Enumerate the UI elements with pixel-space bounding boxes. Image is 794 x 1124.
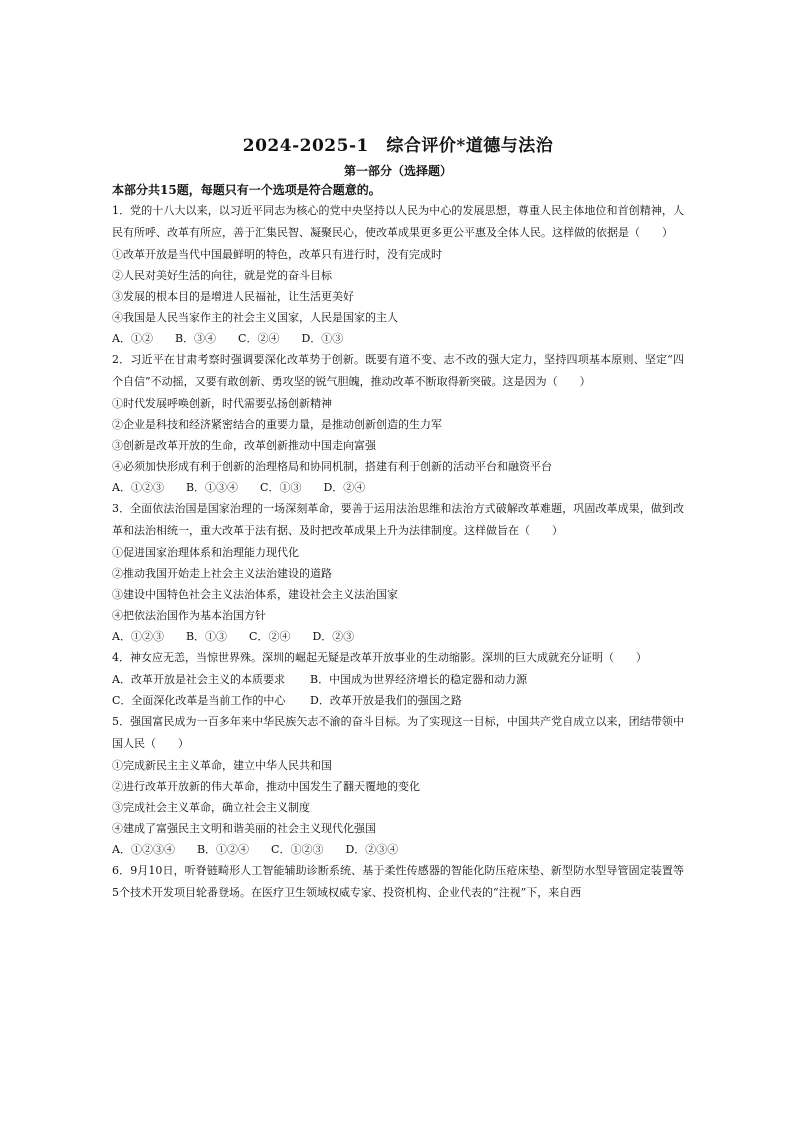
choice-b[interactable]: B．①③ bbox=[185, 630, 228, 643]
answer-choices bbox=[112, 839, 684, 860]
statement-2: ②进行改革开放新的伟大革命，推动中国发生了翻天覆地的变化 bbox=[112, 780, 420, 793]
question-stem: 5．强国富民成为一百多年来中华民族矢志不渝的奋斗目标。为了实现这一目标，中国共产党自成立以来，团结带领中国人民（ ） bbox=[112, 715, 684, 750]
answer-choices bbox=[112, 477, 684, 498]
choice-d[interactable]: D．②④ bbox=[323, 481, 366, 494]
statement-1: ①促进国家治理体系和治理能力现代化 bbox=[112, 546, 299, 559]
exam-page bbox=[112, 134, 684, 904]
section-instructions: 本部分共15题，每题只有一个选项是符合题意的。 bbox=[112, 183, 381, 197]
answer-choices-row-2 bbox=[112, 690, 684, 711]
statement-4: ④必须加快形成有利于创新的治理格局和协同机制，搭建有利于创新的活动平台和融资平台 bbox=[112, 460, 552, 473]
choice-d[interactable]: D．①③ bbox=[301, 332, 344, 345]
question-6 bbox=[112, 860, 684, 904]
statement-1: ①改革开放是当代中国最鲜明的特色，改革只有进行时，没有完成时 bbox=[112, 248, 442, 261]
choice-c[interactable]: C．①②③ bbox=[271, 843, 324, 856]
question-stem: 3．全面依法治国是国家治理的一场深刻革命，要善于运用法治思维和法治方式破解改革难题，巩固改革成果，做到改革和法治相统一，重大改革于法有据、及时把改革成果上升为法律制度。这样做旨在（ ） bbox=[112, 502, 684, 537]
statement-4: ④我国是人民当家作主的社会主义国家，人民是国家的主人 bbox=[112, 311, 398, 324]
question-stem: 1．党的十八大以来，以习近平同志为核心的党中央坚持以人民为中心的发展思想，尊重人民主体地位和首创精神，人民有所呼、改革有所应，善于汇集民智、凝聚民心，使改革成果更多更公平惠及全体人民。这样做的依据是（ ） bbox=[112, 204, 684, 239]
statement-3: ③发展的根本目的是增进人民福祉，让生活更美好 bbox=[112, 290, 354, 303]
question-stem: 6．9月10日，听脊链畸形人工智能辅助诊断系统、基于柔性传感器的智能化防压疮床垫、新型防水型导管固定装置等5个技术开发项目轮番登场。在医疗卫生领域权威专家、投资机构、企业代表的“注视”下，来自西 bbox=[112, 864, 684, 899]
question-2 bbox=[112, 349, 684, 498]
statement-2: ②企业是科技和经济紧密结合的重要力量，是推动创新创造的生力军 bbox=[112, 418, 442, 431]
question-stem: 2．习近平在甘肃考察时强调要深化改革势于创新。既要有道不变、志不改的强大定力，坚持四项基本原则、坚定“四个自信”不动摇，又要有敢创新、勇攻坚的锐气胆魄，推动改革不断取得新突破。这是因为（ ） bbox=[112, 353, 684, 388]
choice-a[interactable]: A．①②③ bbox=[112, 630, 164, 643]
choice-a[interactable]: A．①②③④ bbox=[112, 843, 175, 856]
statement-4: ④建成了富强民主文明和谐美丽的社会主义现代化强国 bbox=[112, 822, 376, 835]
question-3 bbox=[112, 498, 684, 647]
choice-b[interactable]: B．①②④ bbox=[196, 843, 250, 856]
choice-b[interactable]: B．中国成为世界经济增长的稳定器和动力源 bbox=[310, 673, 528, 686]
choice-c[interactable]: C．①③ bbox=[260, 481, 302, 494]
choice-a[interactable]: A．①② bbox=[112, 332, 153, 345]
question-stem: 4．神女应无恙，当惊世界殊。深圳的崛起无疑是改革开放事业的生动缩影。深圳的巨大成就充分证明（ ） bbox=[112, 651, 647, 664]
choice-d[interactable]: D．改革开放是我们的强国之路 bbox=[310, 694, 462, 707]
choice-c[interactable]: C．全面深化改革是当前工作的中心 bbox=[112, 694, 286, 707]
statement-3: ③完成社会主义革命，确立社会主义制度 bbox=[112, 801, 310, 814]
choice-a[interactable]: A．①②③ bbox=[112, 481, 164, 494]
choice-c[interactable]: C．②④ bbox=[238, 332, 280, 345]
statement-2: ②人民对美好生活的向往，就是党的奋斗目标 bbox=[112, 269, 332, 282]
statement-3: ③建设中国特色社会主义法治体系，建设社会主义法治国家 bbox=[112, 588, 398, 601]
question-5 bbox=[112, 711, 684, 860]
choice-a[interactable]: A．改革开放是社会主义的本质要求 bbox=[112, 673, 285, 686]
question-1 bbox=[112, 200, 684, 349]
question-4 bbox=[112, 647, 684, 711]
choice-b[interactable]: B．③④ bbox=[174, 332, 217, 345]
choice-b[interactable]: B．①③④ bbox=[185, 481, 239, 494]
choice-c[interactable]: C．②④ bbox=[249, 630, 291, 643]
statement-4: ④把依法治国作为基本治国方针 bbox=[112, 609, 266, 622]
answer-choices bbox=[112, 328, 684, 349]
exam-title: 2024-2025-1 综合评价*道德与法治 bbox=[242, 136, 554, 156]
answer-choices bbox=[112, 626, 684, 647]
answer-choices-row-1 bbox=[112, 669, 684, 690]
statement-3: ③创新是改革开放的生命，改革创新推动中国走向富强 bbox=[112, 439, 376, 452]
statement-1: ①完成新民主主义革命，建立中华人民共和国 bbox=[112, 759, 332, 772]
statement-2: ②推动我国开始走上社会主义法治建设的道路 bbox=[112, 567, 332, 580]
choice-d[interactable]: D．②③ bbox=[312, 630, 355, 643]
choice-d[interactable]: D．②③④ bbox=[345, 843, 399, 856]
section-heading: 第一部分（选择题） bbox=[343, 164, 452, 178]
statement-1: ①时代发展呼唤创新，时代需要弘扬创新精神 bbox=[112, 397, 332, 410]
